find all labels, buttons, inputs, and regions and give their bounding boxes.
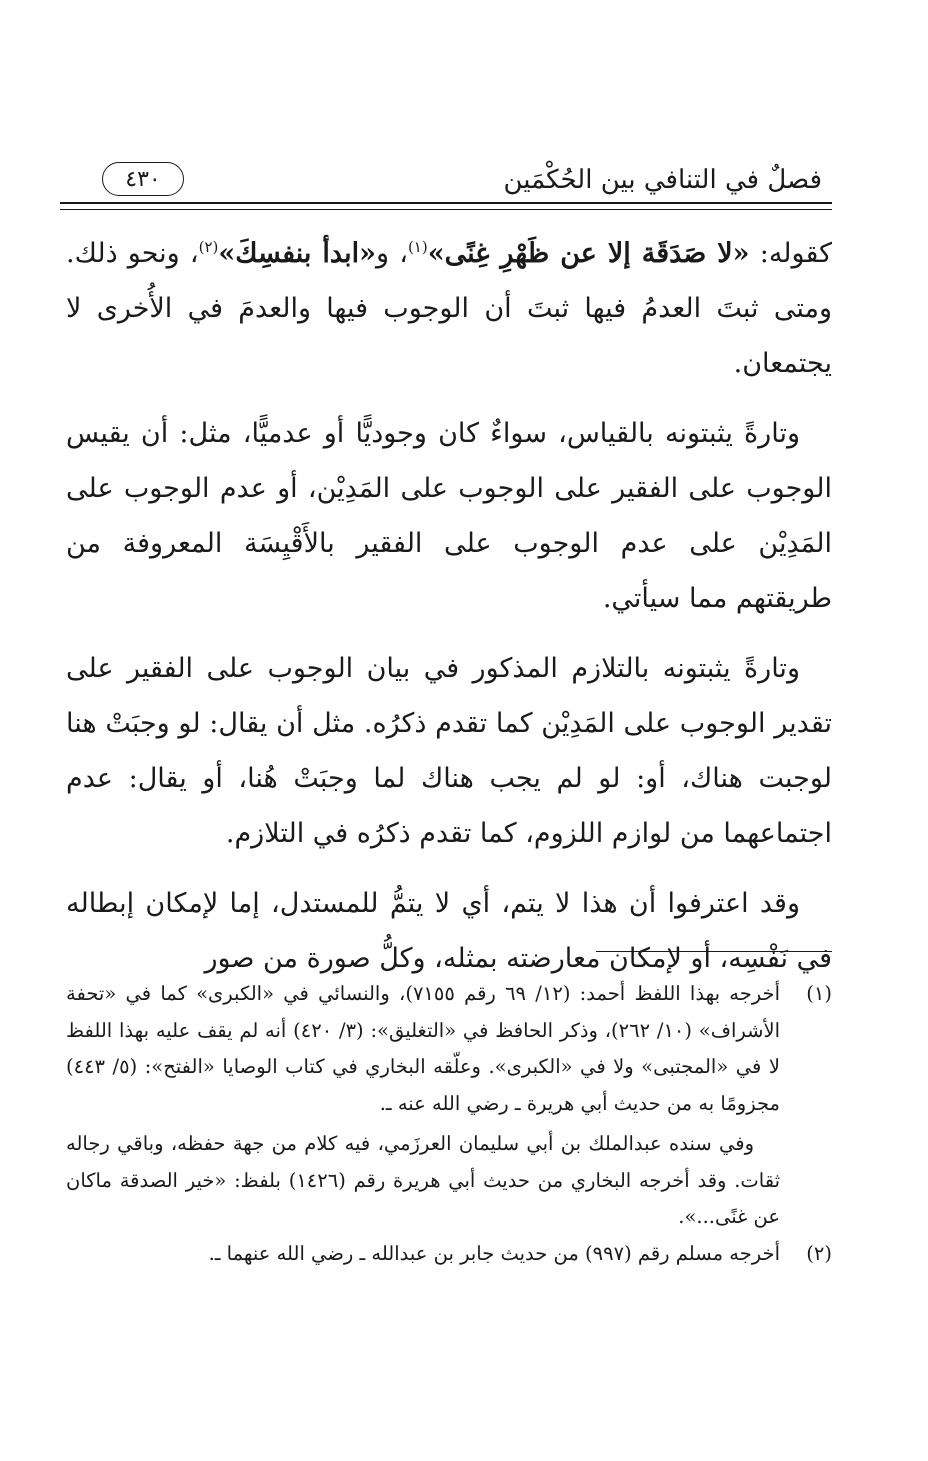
paragraph-2: وتارةً يثبتونه بالقياس، سواءٌ كان وجوديًّا أو عدميًّا، مثل: أن يقيس الوجوب على الفقير على الوجوب على المَدِيْن، أو عدم الوجوب على المَدِيْن على عدم الوجوب على الفقير بالأَقْيِسَة المعروفة من طريقتهم مما سيأتي. <box>66 418 832 614</box>
footnote-ref-1: (١) <box>407 238 428 256</box>
footnote-1-number: (١) <box>806 982 832 1005</box>
chapter-title: فصلٌ في التنافي بين الحُكْمَين <box>503 165 822 195</box>
paragraph-1 <box>66 226 832 391</box>
footnote-1-para-1: أخرجه بهذا اللفظ أحمد: (١٢/ ٦٩ رقم ٧١٥٥)، والنسائي في «الكبرى» كما في «تحفة الأشراف» (١٠/ ٢٦٢)، وذكر الحافظ في «التغليق»: (٣/ ٤٢٠) أنه لم يقف عليه بهذا اللفظ لا في «المجتبى» ولا في «الكبرى». وعلّقه البخاري في كتاب الوصايا «الفتح»: (٥/ ٤٤٣) مجزومًا به من حديث أبي هريرة ـ رضي الله عنه ـ. <box>66 982 781 1115</box>
paragraph-1-tail: ، ونحو ذلك. ومتى ثبتَ العدمُ فيها ثبتَ أن الوجوب فيها والعدمَ في الأُخرى لا يجتمعان. <box>66 238 832 379</box>
footnote-2-body <box>66 1236 780 1273</box>
footnote-2 <box>66 1236 832 1273</box>
footnote-separator <box>596 951 832 952</box>
paragraph-3: وتارةً يثبتونه بالتلازم المذكور في بيان الوجوب على الفقير على تقدير الوجوب على المَدِيْن كما تقدم ذكرُه. مثل أن يقال: لو وجبَتْ هنا لوجبت هناك، أو: لو لم يجب هناك لما وجبَتْ هُنا، أو يقال: عدم اجتماعهما من لوازم اللزوم، كما تقدم ذكرُه في التلازم. <box>66 653 832 849</box>
paragraph-1-lead: كقوله: <box>759 238 832 269</box>
footnote-1-body <box>66 976 780 1236</box>
paragraph-1-mid: ، و <box>376 238 408 269</box>
footnote-1 <box>66 976 832 1236</box>
page-number: ٤٣٠ <box>102 162 184 196</box>
main-text <box>66 226 832 1001</box>
hadith-quote-1: «لا صَدَقَة إلا عن ظَهْرِ غِنًى» <box>427 238 750 269</box>
header-rule-thick <box>60 202 832 204</box>
running-header <box>60 160 832 200</box>
paragraph-4: وقد اعترفوا أن هذا لا يتم، أي لا يتمُّ للمستدل، إما لإمكان إبطاله في نَفْسِه، أو لإمكان معارضته بمثله، وكلُّ صورة من صور <box>66 888 832 974</box>
footnotes <box>66 976 832 1272</box>
footnote-2-number: (٢) <box>806 1241 832 1265</box>
hadith-quote-2: «ابدأ بنفسِكَ» <box>218 238 376 269</box>
footnote-2-para-1: أخرجه مسلم رقم (٩٩٧) من حديث جابر بن عبدالله ـ رضي الله عنهما ـ. <box>208 1241 780 1265</box>
footnote-1-para-2: وفي سنده عبدالملك بن أبي سليمان العرزَمي، فيه كلام من جهة حفظه، وباقي رجاله ثقات. وقد أخرجه البخاري من حديث أبي هريرة رقم (١٤٢٦) بلفظ: «خير الصدقة ماكان عن غنًى...». <box>66 1132 781 1228</box>
footnote-ref-2: (٢) <box>198 238 219 256</box>
header-rule-thin <box>60 209 832 210</box>
